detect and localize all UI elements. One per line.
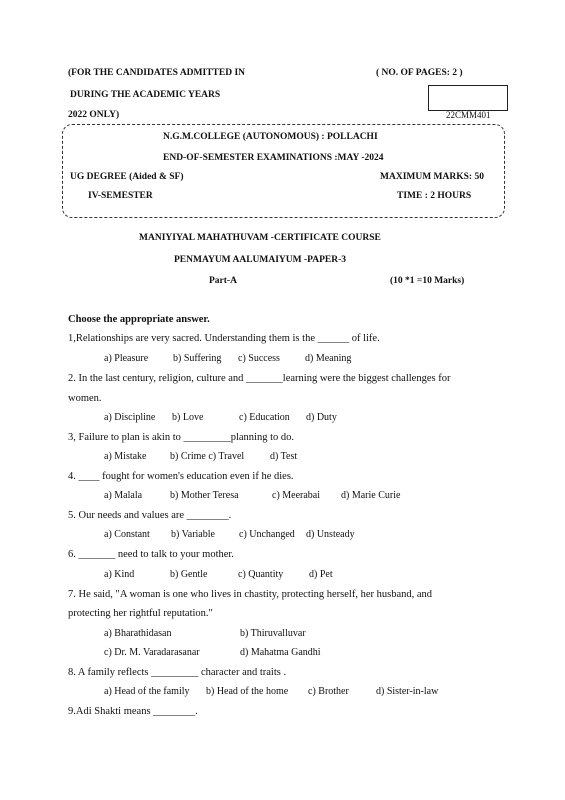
q6-option-d: d) Pet	[309, 569, 333, 580]
q6-option-b: b) Gentle	[170, 569, 208, 580]
q3-option-a: a) Mistake	[104, 451, 147, 462]
question-2-continued: women.	[68, 393, 102, 404]
q3-option-d: d) Test	[270, 451, 298, 462]
q2-option-a: a) Discipline	[104, 412, 156, 423]
q1-option-c: c) Success	[238, 353, 280, 364]
part-label: Part-A	[209, 276, 237, 286]
question-5: 5. Our needs and values are ________.	[68, 510, 232, 521]
q5-option-b: b) Variable	[171, 529, 215, 540]
exam-name: END-OF-SEMESTER EXAMINATIONS :MAY -2024	[163, 153, 384, 163]
q6-option-a: a) Kind	[104, 569, 135, 580]
register-number-box	[428, 85, 508, 111]
q8-option-c: c) Brother	[308, 686, 349, 697]
question-4: 4. ____ fought for women's education even if he dies.	[68, 471, 294, 482]
q2-option-d: d) Duty	[306, 412, 337, 423]
q8-option-a: a) Head of the family	[104, 686, 190, 697]
max-marks: MAXIMUM MARKS: 50	[380, 172, 484, 182]
semester-label: IV-SEMESTER	[88, 191, 153, 201]
instruction: Choose the appropriate answer.	[68, 314, 210, 325]
q2-option-b: b) Love	[172, 412, 204, 423]
q8-option-d: d) Sister-in-law	[376, 686, 439, 697]
admission-note-line3: 2022 ONLY)	[68, 110, 120, 120]
question-9: 9.Adi Shakti means ________.	[68, 706, 198, 717]
question-3: 3, Failure to plan is akin to _________planning to do.	[68, 432, 295, 443]
q7-option-c: c) Dr. M. Varadarasanar	[104, 647, 200, 658]
q7-option-d: d) Mahatma Gandhi	[240, 647, 321, 658]
q6-option-c: c) Quantity	[238, 569, 284, 580]
q5-option-a: a) Constant	[104, 529, 150, 540]
question-7: 7. He said, "A woman is one who lives in chastity, protecting herself, her husband, and	[68, 589, 433, 600]
degree-label: UG DEGREE (Aided & SF)	[70, 172, 184, 182]
q2-option-c: c) Education	[239, 412, 290, 423]
q7-option-b: b) Thiruvalluvar	[240, 628, 306, 639]
q4-option-c: c) Meerabai	[272, 490, 321, 501]
q4-option-d: d) Marie Curie	[341, 490, 401, 501]
question-7-continued: protecting her rightful reputation."	[68, 608, 213, 619]
q5-option-c: c) Unchanged	[239, 529, 295, 540]
part-marks: (10 *1 =10 Marks)	[390, 276, 465, 286]
q8-option-b: b) Head of the home	[206, 686, 289, 697]
paper-title: PENMAYUM AALUMAIYUM -PAPER-3	[174, 255, 347, 265]
q1-option-b: b) Suffering	[173, 353, 222, 364]
question-2: 2. In the last century, religion, culture and _______learning were the biggest challenges for	[68, 373, 451, 384]
q4-option-b: b) Mother Teresa	[170, 490, 239, 501]
paper-code: 22CMM401	[446, 110, 491, 120]
question-1: 1,Relationships are very sacred. Understanding them is the ______ of life.	[68, 333, 380, 344]
q3-option-b: b) Crime c) Travel	[170, 451, 245, 462]
admission-note-line2: DURING THE ACADEMIC YEARS	[70, 90, 221, 100]
college-name: N.G.M.COLLEGE (AUTONOMOUS) : POLLACHI	[163, 132, 378, 142]
q5-option-d: d) Unsteady	[306, 529, 355, 540]
q7-option-a: a) Bharathidasan	[104, 628, 172, 639]
page-count: ( NO. OF PAGES: 2 )	[376, 68, 463, 78]
course-title: MANIYIYAL MAHATHUVAM -CERTIFICATE COURSE	[139, 233, 381, 243]
q1-option-a: a) Pleasure	[104, 353, 149, 364]
question-6: 6. _______ need to talk to your mother.	[68, 549, 234, 560]
exam-time: TIME : 2 HOURS	[397, 191, 472, 201]
q1-option-d: d) Meaning	[305, 353, 352, 364]
question-8: 8. A family reflects _________ character and traits .	[68, 667, 287, 678]
admission-note-line1: (FOR THE CANDIDATES ADMITTED IN	[68, 68, 246, 78]
q4-option-a: a) Malala	[104, 490, 143, 501]
